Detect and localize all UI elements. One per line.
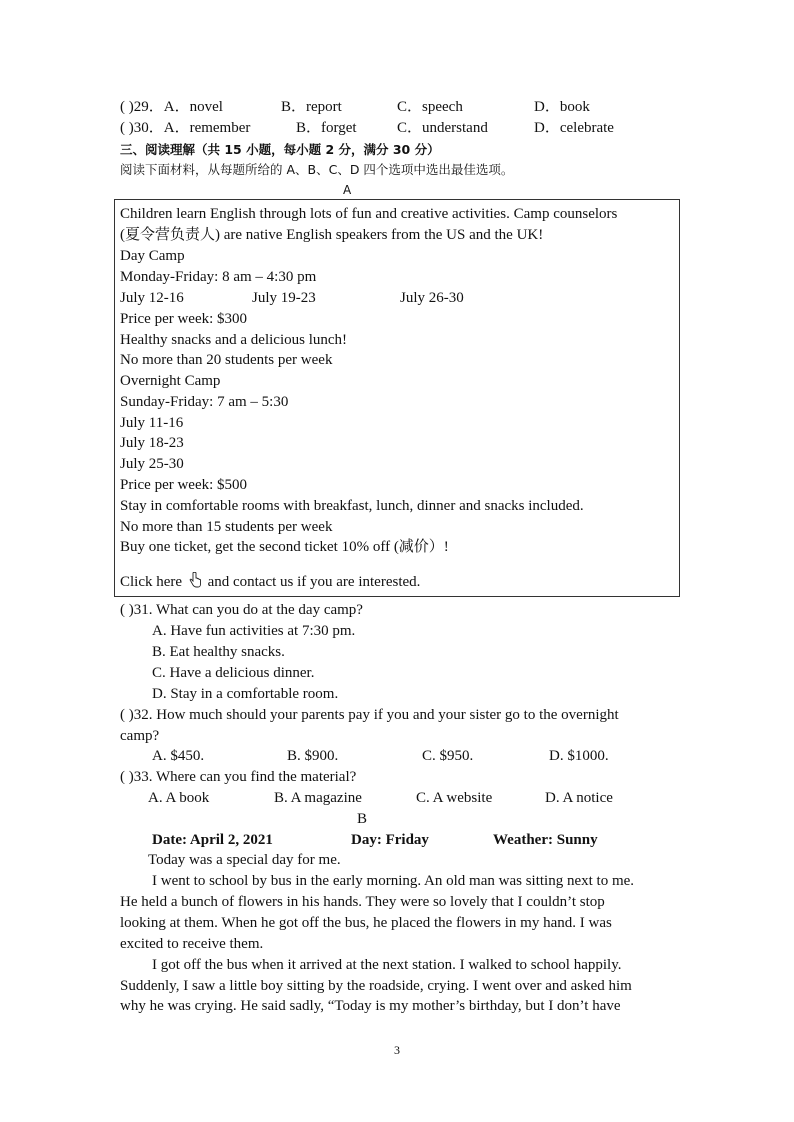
q30-stem: ( )30．A．remember <box>120 120 251 136</box>
diary-weather: Weather: Sunny <box>493 832 598 848</box>
passage-b-label: B <box>357 811 368 827</box>
diary-date: Date: April 2, 2021 <box>152 832 273 848</box>
day-camp-limit: No more than 20 students per week <box>120 352 333 368</box>
overnight-week-1: July 11-16 <box>120 415 184 431</box>
diary-line: He held a bunch of flowers in his hands. They were so lovely that I couldn’t stop <box>120 894 605 910</box>
q32-option-b: B. $900. <box>287 748 339 764</box>
q29-stem: ( )29．A．novel <box>120 99 223 115</box>
diary-line: Today was a special day for me. <box>148 852 341 868</box>
q30-option-b: B．forget <box>296 120 357 136</box>
section-instruction: 阅读下面材料，从每题所给的 A、B、C、D 四个选项中选出最佳选项。 <box>120 162 514 177</box>
q33-stem: ( )33. Where can you find the material? <box>120 769 357 785</box>
q33-option-c: C. A website <box>416 790 493 806</box>
diary-line: why he was crying. He said sadly, “Today is my mother’s birthday, but I don’t have <box>120 998 621 1014</box>
question-30 <box>120 118 614 138</box>
diary-line: I got off the bus when it arrived at the next station. I walked to school happily. <box>152 957 622 973</box>
overnight-camp-hours: Sunday-Friday: 7 am – 5:30 <box>120 394 289 410</box>
question-29 <box>120 97 590 117</box>
day-camp-heading: Day Camp <box>120 248 185 264</box>
overnight-week-2: July 18-23 <box>120 435 184 451</box>
pointer-hand-icon <box>188 572 202 588</box>
q31-option-b: B. Eat healthy snacks. <box>152 644 285 660</box>
overnight-price: Price per week: $500 <box>120 477 248 493</box>
click-here-link[interactable]: Click here <box>120 574 183 590</box>
q32-option-a: A. $450. <box>152 748 205 764</box>
ticket-discount: Buy one ticket, get the second ticket 10% off (减价）! <box>120 539 449 555</box>
q33-option-a: A. A book <box>148 790 210 806</box>
q30-option-d: D．celebrate <box>534 120 614 136</box>
day-camp-hours: Monday-Friday: 8 am – 4:30 pm <box>120 269 317 285</box>
diary-line: Suddenly, I saw a little boy sitting by the roadside, crying. I went over and asked him <box>120 978 632 994</box>
overnight-rooms: Stay in comfortable rooms with breakfast, lunch, dinner and snacks included. <box>120 498 584 514</box>
page-number: 3 <box>394 1043 400 1057</box>
q29-option-c: C．speech <box>397 99 463 115</box>
q31-stem: ( )31. What can you do at the day camp? <box>120 602 363 618</box>
q31-option-d: D. Stay in a comfortable room. <box>152 686 339 702</box>
q32-option-d: D. $1000. <box>549 748 609 764</box>
day-camp-week-1: July 12-16 <box>120 290 184 306</box>
click-here-rest: and contact us if you are interested. <box>207 574 421 590</box>
diary-line: looking at them. When he got off the bus, he placed the flowers in my hand. I was <box>120 915 612 931</box>
q32-stem: ( )32. How much should your parents pay if you and your sister go to the overnight <box>120 707 619 723</box>
passage-a-label: A <box>343 183 352 197</box>
diary-day: Day: Friday <box>351 832 429 848</box>
q30-option-c: C．understand <box>397 120 488 136</box>
q31-option-a: A. Have fun activities at 7:30 pm. <box>152 623 356 639</box>
diary-line: excited to receive them. <box>120 936 264 952</box>
click-here-line <box>120 572 420 592</box>
q31-option-c: C. Have a delicious dinner. <box>152 665 315 681</box>
passage-a-box <box>114 199 680 597</box>
overnight-camp-heading: Overnight Camp <box>120 373 221 389</box>
passage-a-line: (夏令营负责人) are native English speakers from the US and the UK! <box>120 227 544 243</box>
passage-a-line: Children learn English through lots of fun and creative activities. Camp counselors <box>120 206 618 222</box>
q33-option-d: D. A notice <box>545 790 613 806</box>
q29-option-d: D．book <box>534 99 590 115</box>
day-camp-price: Price per week: $300 <box>120 311 248 327</box>
q32-stem-cont: camp? <box>120 728 160 744</box>
diary-line: I went to school by bus in the early morning. An old man was sitting next to me. <box>152 873 635 889</box>
day-camp-week-2: July 19-23 <box>252 290 316 306</box>
q29-option-b: B．report <box>281 99 342 115</box>
overnight-limit: No more than 15 students per week <box>120 519 333 535</box>
overnight-week-3: July 25-30 <box>120 456 184 472</box>
q32-option-c: C. $950. <box>422 748 474 764</box>
day-camp-food: Healthy snacks and a delicious lunch! <box>120 332 348 348</box>
day-camp-week-3: July 26-30 <box>400 290 464 306</box>
q33-option-b: B. A magazine <box>274 790 362 806</box>
section-title: 三、阅读理解（共 15 小题，每小题 2 分，满分 30 分） <box>120 142 440 157</box>
